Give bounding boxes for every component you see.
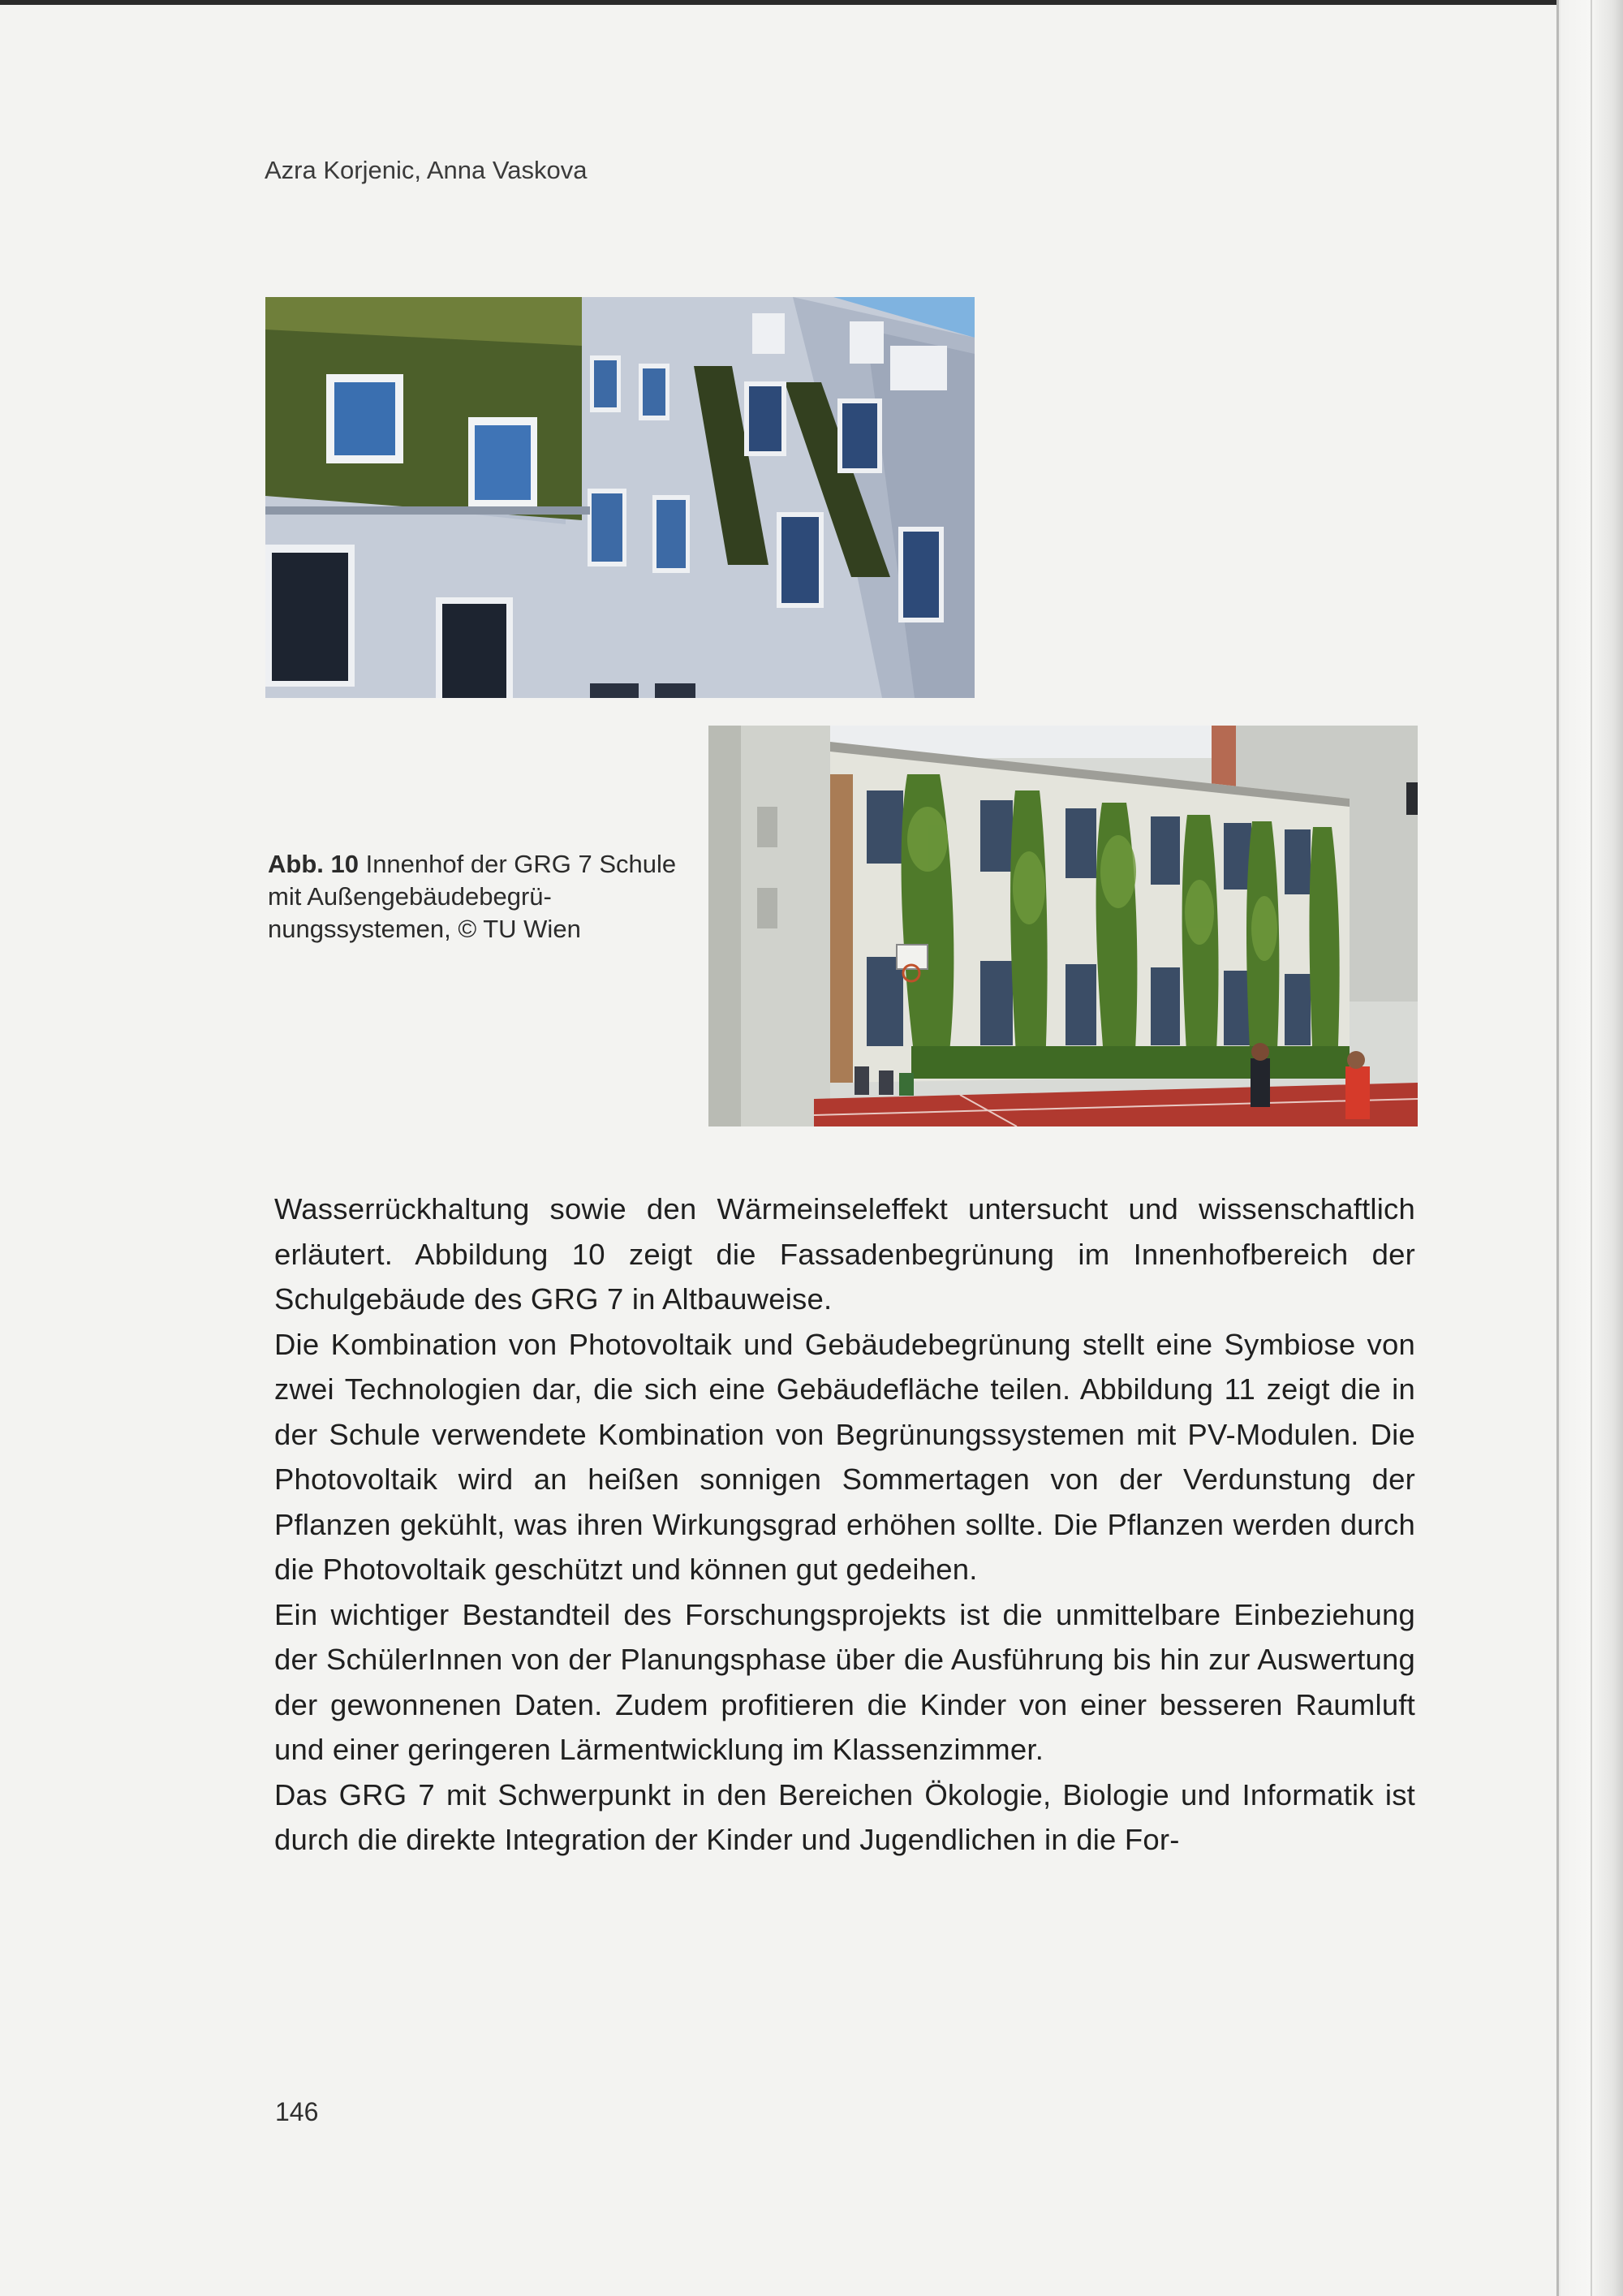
figure-caption-text: Innenhof der GRG 7 Schule mit Außengebäudebegrünungssystemen, © TU Wien <box>268 850 677 943</box>
facade-photo-illustration <box>265 297 975 698</box>
page-gutter-edge <box>1556 0 1623 2296</box>
body-paragraph: Ein wichtiger Bestandteil des Forschungsprojekts ist die unmittelbare Einbeziehung der SchülerInnen von der Planungsphase über die Ausführung bis hin zur Auswertung der gewonnenen Daten. Zudem profitieren die Kinder von einer besseren Raumluft und einer geringeren Lärmentwicklung im Klassenzimmer. <box>274 1597 1415 1766</box>
page-fold-line-secondary <box>1591 0 1592 2296</box>
body-paragraph: Das GRG 7 mit Schwerpunkt in den Bereichen Ökologie, Biologie und Informatik ist durch die direkte Integration der Kinder und Jugendlichen in die For- <box>274 1777 1415 1856</box>
running-head-authors: Azra Korjenic, Anna Vaskova <box>265 156 588 184</box>
body-text <box>274 1187 1415 1863</box>
body-paragraph: Wasserrückhaltung sowie den Wärmeinseleffekt untersucht und wissenschaftlich erläutert. Abbildung 10 zeigt die Fassadenbegrünung im Innenhofbereich der Schulgebäude des GRG 7 in Altbauweise. <box>274 1192 1415 1316</box>
page-fold-line <box>1556 0 1559 2296</box>
scan-top-edge <box>0 0 1623 5</box>
body-paragraph: Die Kombination von Photovoltaik und Gebäudebegrünung stellt eine Symbiose von zwei Technologien dar, die sich eine Gebäudefläche teilen. Abbildung 11 zeigt die in der Schule verwendete Kombination von Begrünungssystemen mit PV-Modulen. Die Photovoltaik wird an heißen sonnigen Sommertagen von der Verdunstung der Pflanzen gekühlt, was ihren Wirkungsgrad erhöhen sollte. Die Pflanzen werden durch die Photovoltaik geschützt und können gut gedeihen. <box>274 1327 1415 1586</box>
figure-caption-label: Abb. 10 <box>268 850 359 878</box>
figure-photo-facade <box>265 297 975 698</box>
page-number: 146 <box>275 2097 319 2126</box>
courtyard-photo-illustration <box>708 726 1418 1126</box>
figure-photo-courtyard <box>708 726 1418 1126</box>
figure-caption <box>268 848 690 946</box>
